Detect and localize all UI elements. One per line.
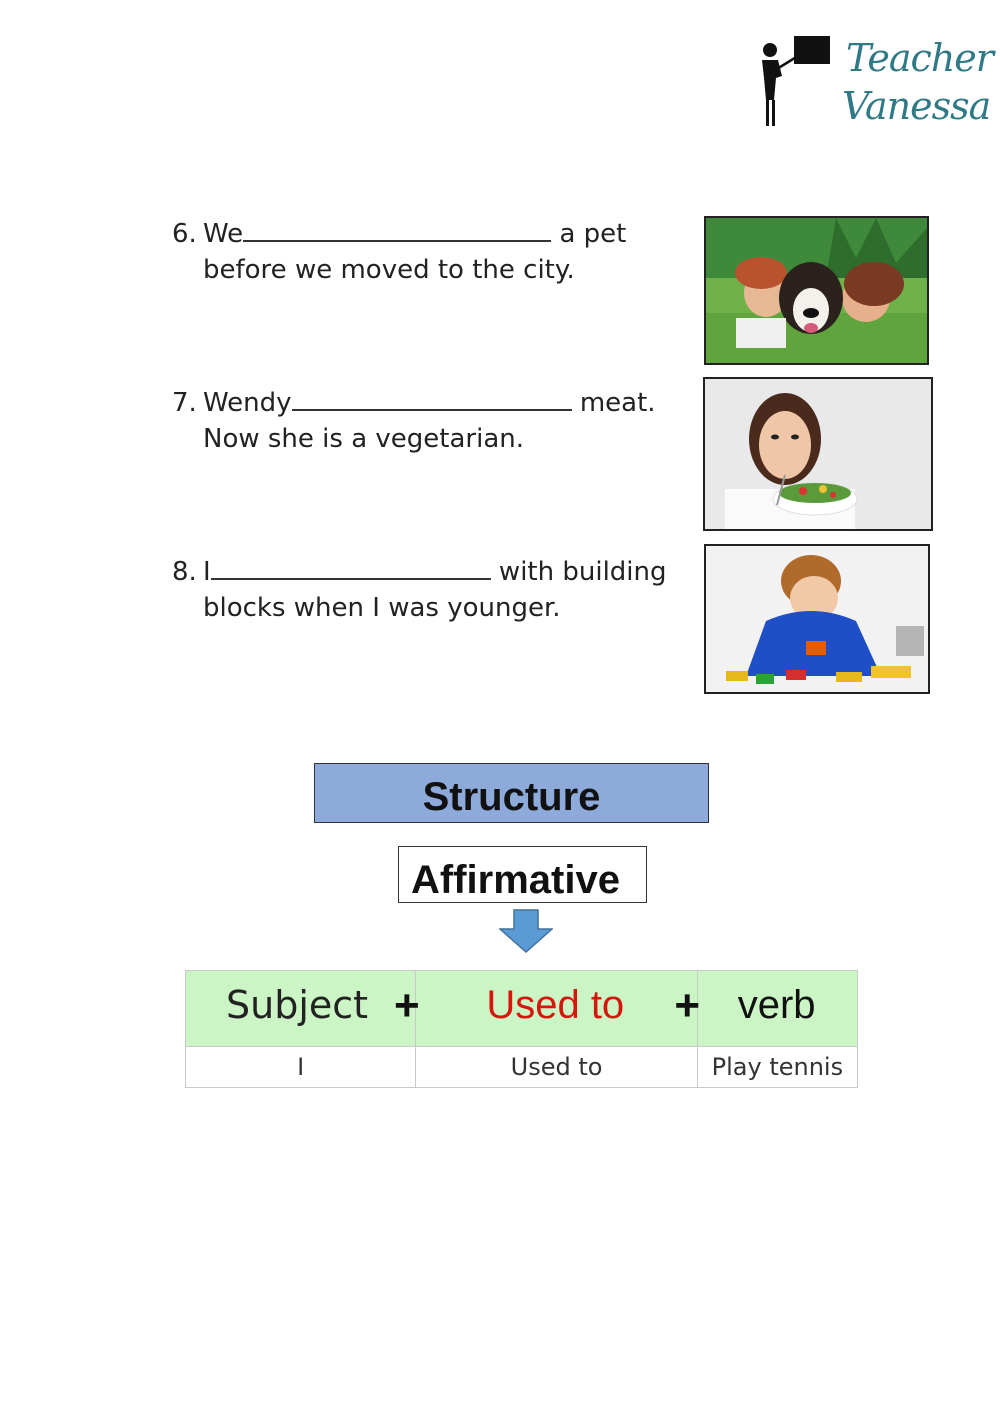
header-subject: Subject <box>226 983 369 1027</box>
logo-line2: Vanessa <box>842 84 991 128</box>
example-verb: Play tennis <box>697 1047 857 1088</box>
boy-building-blocks-photo <box>704 544 930 694</box>
question-line2: Now she is a vegetarian. <box>203 424 525 454</box>
question-line2: before we moved to the city. <box>203 255 575 285</box>
logo-line1: Teacher <box>846 36 993 80</box>
question-number: 7. <box>172 388 197 418</box>
structure-title: Structure <box>314 763 709 823</box>
example-subject: I <box>186 1047 416 1088</box>
answer-blank[interactable] <box>243 218 551 242</box>
question-number: 6. <box>172 219 197 249</box>
header-verb: verb <box>737 983 816 1027</box>
question-text-after: with building <box>490 557 667 587</box>
teacher-pointing-board-icon <box>758 30 838 130</box>
table-row <box>186 1047 858 1088</box>
answer-blank[interactable] <box>211 556 491 580</box>
question-text-before: We <box>203 219 244 249</box>
question-text-after: a pet <box>551 219 627 249</box>
question-text-before: Wendy <box>203 388 292 418</box>
woman-eating-salad-photo <box>703 377 933 531</box>
table-header-row <box>186 971 858 1047</box>
children-with-dog-photo <box>704 216 929 365</box>
question-8 <box>172 554 667 626</box>
question-text-before: I <box>203 557 211 587</box>
plus-sign: + <box>394 981 420 1030</box>
teacher-vanessa-logo <box>758 30 993 135</box>
question-line2: blocks when I was younger. <box>203 593 561 623</box>
question-7 <box>172 385 656 457</box>
header-used-to: Used to <box>486 983 625 1027</box>
question-text-after: meat. <box>571 388 656 418</box>
question-number: 8. <box>172 557 197 587</box>
answer-blank[interactable] <box>292 387 572 411</box>
used-to-structure-table <box>185 970 858 1088</box>
affirmative-label: Affirmative <box>398 846 647 903</box>
question-6 <box>172 216 626 288</box>
example-used-to: Used to <box>416 1047 697 1088</box>
plus-sign: + <box>674 981 701 1030</box>
arrow-down-icon <box>499 909 553 953</box>
